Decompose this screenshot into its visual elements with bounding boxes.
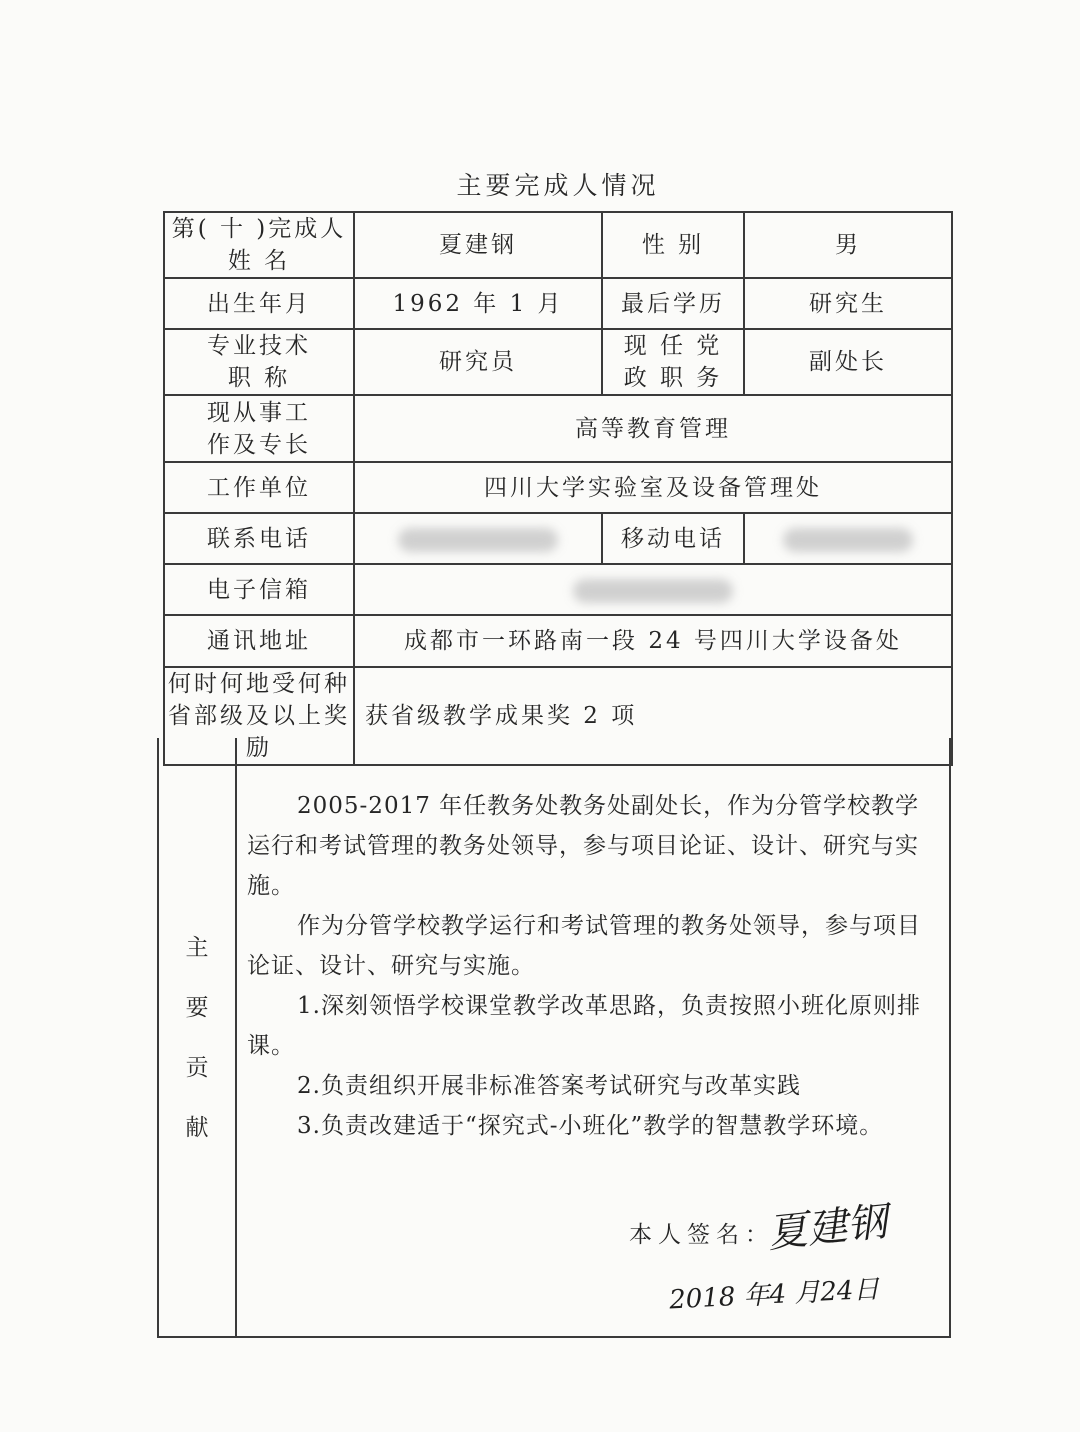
contribution-label-char: 要 [185, 995, 209, 1021]
education-label: 最后学历 [602, 278, 744, 329]
signature-label: 本人签名： [629, 1222, 774, 1248]
education-value: 研究生 [744, 278, 952, 329]
work-label-line1: 现从事工 [207, 399, 311, 426]
contribution-label-char: 献 [185, 1115, 209, 1141]
contribution-paragraph: 作为分管学校教学运行和考试管理的教务处领导，参与项目论证、设计、研究与实施。 [247, 913, 921, 979]
address-value: 成都市一环路南一段 24 号四川大学设备处 [354, 615, 952, 667]
mobile-value-redacted [744, 513, 952, 564]
title-label [164, 329, 354, 395]
contribution-divider [235, 738, 237, 1336]
work-label-line2: 作及专长 [207, 431, 311, 458]
post-value: 副处长 [744, 329, 952, 395]
unit-value: 四川大学实验室及设备管理处 [354, 462, 952, 513]
address-label: 通讯地址 [164, 615, 354, 667]
info-table [163, 211, 953, 766]
page-title: 主要完成人情况 [456, 171, 660, 200]
contribution-paragraph: 3.负责改建适于“探究式-小班化”教学的智慧教学环境。 [297, 1113, 884, 1139]
award-label-line1: 何时何地受何种 [168, 671, 350, 697]
birth-value: 1962 年 1 月 [354, 278, 602, 329]
unit-label: 工作单位 [164, 462, 354, 513]
name-value: 夏建钢 [354, 212, 602, 278]
birth-label: 出生年月 [164, 278, 354, 329]
title-value: 研究员 [354, 329, 602, 395]
name-label-line1: 第( 十 )完成人 [171, 216, 347, 242]
name-label-line2: 姓 名 [227, 248, 291, 274]
contribution-label-char: 主 [185, 935, 209, 961]
contribution-label [159, 918, 235, 1158]
title-label-line1: 专业技术 [207, 333, 311, 359]
handwritten-signature: 夏建钢 [765, 1198, 890, 1258]
work-label [164, 395, 354, 462]
award-value: 获省级教学成果奖 2 项 [354, 667, 952, 765]
redaction-blur [783, 528, 913, 552]
gender-value: 男 [744, 212, 952, 278]
post-label-line1: 现 任 党 [623, 333, 723, 359]
contribution-text [247, 786, 941, 1146]
signature-date: 2018 年4 月24日 [668, 1274, 881, 1316]
redaction-blur [573, 579, 733, 603]
work-value: 高等教育管理 [354, 395, 952, 462]
email-label: 电子信箱 [164, 564, 354, 615]
mobile-label: 移动电话 [602, 513, 744, 564]
contribution-paragraph: 2005-2017 年任教务处教务处副处长，作为分管学校教学运行和考试管理的教务处领导，参与项目论证、设计、研究与实施。 [247, 793, 920, 899]
award-label-line2: 省部级及以上奖励 [168, 703, 350, 761]
contribution-paragraph: 1.深刻领悟学校课堂教学改革思路，负责按照小班化原则排课。 [247, 993, 921, 1059]
contribution-label-char: 贡 [185, 1055, 209, 1081]
post-label-line2: 政 职 务 [623, 365, 723, 391]
name-label [164, 212, 354, 278]
phone-value-redacted [354, 513, 602, 564]
contribution-paragraph: 2.负责组织开展非标准答案考试研究与改革实践 [297, 1073, 801, 1099]
phone-label: 联系电话 [164, 513, 354, 564]
email-value-redacted [354, 564, 952, 615]
redaction-blur [398, 528, 558, 552]
title-label-line2: 职 称 [227, 365, 291, 391]
post-label [602, 329, 744, 395]
contribution-section [157, 738, 951, 1338]
gender-label: 性 别 [602, 212, 744, 278]
